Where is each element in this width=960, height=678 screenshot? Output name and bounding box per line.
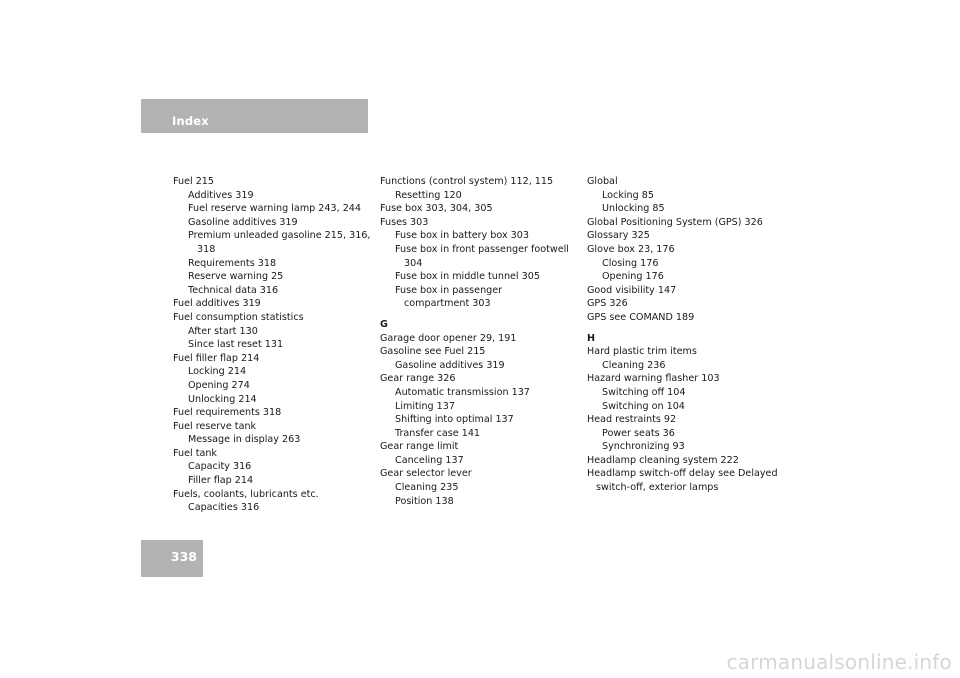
- index-entry: Gear range 326: [380, 373, 456, 385]
- index-entry: 304: [404, 257, 423, 269]
- index-entry: Headlamp switch-off delay see Delayed: [587, 468, 778, 480]
- index-entry: Power seats 36: [602, 427, 675, 439]
- index-entry: Fuse box in front passenger footwell: [395, 243, 569, 255]
- index-entry: Hard plastic trim items: [587, 346, 697, 358]
- index-entry: switch-off, exterior lamps: [596, 482, 719, 494]
- index-entry: 318: [197, 243, 216, 255]
- index-entry: Shifting into optimal 137: [395, 414, 514, 426]
- index-entry: Additives 319: [188, 189, 254, 201]
- index-entry: Fuse box in battery box 303: [395, 230, 529, 242]
- index-entry: Switching off 104: [602, 386, 686, 398]
- index-entry: Fuel consumption statistics: [173, 311, 304, 323]
- index-entry: Gasoline additives 319: [188, 216, 298, 228]
- index-entry: Fuel filler flap 214: [173, 352, 260, 364]
- index-entry: Fuel reserve tank: [173, 420, 257, 432]
- index-entry: Fuse box in passenger: [395, 284, 503, 296]
- index-entry: Premium unleaded gasoline 215, 316,: [188, 230, 371, 242]
- index-entry: Hazard warning flasher 103: [587, 373, 720, 385]
- page-number: 338: [170, 549, 197, 564]
- index-entry: Synchronizing 93: [602, 441, 685, 453]
- index-entry: Since last reset 131: [188, 339, 284, 351]
- index-entry: Automatic transmission 137: [395, 386, 530, 398]
- index-entry: Unlocking 85: [602, 203, 665, 215]
- index-entry: Transfer case 141: [395, 427, 481, 439]
- index-entry: Gasoline additives 319: [395, 359, 505, 371]
- index-entry: Head restraints 92: [587, 414, 677, 426]
- watermark-text: carmanualsonline.info: [726, 650, 952, 674]
- index-entry: Fuel 215: [173, 176, 215, 187]
- index-entry: Message in display 263: [188, 434, 301, 446]
- index-entry: Resetting 120: [395, 189, 462, 201]
- index-entry: Reserve warning 25: [188, 271, 284, 283]
- index-entry: Global: [587, 176, 618, 187]
- index-entry: Cleaning 236: [602, 359, 666, 371]
- index-entry: GPS see COMAND 189: [587, 311, 695, 323]
- index-entry: Canceling 137: [395, 454, 464, 466]
- page-number-band: [141, 540, 203, 577]
- index-entry: Functions (control system) 112, 115: [380, 176, 554, 187]
- index-entry: Position 138: [395, 495, 454, 507]
- index-entry: Requirements 318: [188, 257, 277, 269]
- index-entry: Locking 214: [188, 366, 247, 378]
- index-entry: Fuses 303: [380, 216, 429, 228]
- index-entry: Gasoline see Fuel 215: [380, 346, 486, 358]
- index-entry: Unlocking 214: [188, 393, 257, 405]
- index-entry: Fuel additives 319: [173, 298, 261, 310]
- index-entry: After start 130: [188, 325, 258, 337]
- index-entry: Gear selector lever: [380, 468, 472, 480]
- index-entry: Switching on 104: [602, 400, 685, 412]
- index-entry: Gear range limit: [380, 441, 459, 453]
- index-entry: Filler flap 214: [188, 475, 254, 487]
- index-entry: compartment 303: [404, 298, 491, 310]
- index-entry: Fuel reserve warning lamp 243, 244: [188, 203, 362, 215]
- index-entry: Technical data 316: [188, 284, 279, 296]
- index-entry: Opening 176: [602, 271, 664, 283]
- index-entry: Fuse box in middle tunnel 305: [395, 271, 540, 283]
- index-letter-heading: H: [587, 332, 596, 344]
- index-entry: Headlamp cleaning system 222: [587, 454, 739, 466]
- index-entry: Closing 176: [602, 257, 659, 269]
- index-entry: Fuel tank: [173, 447, 217, 459]
- index-entry: Glossary 325: [587, 230, 650, 242]
- index-letter-heading: G: [380, 318, 388, 330]
- header-band: [141, 99, 368, 133]
- index-entry: Capacities 316: [188, 502, 260, 514]
- index-entry: Fuel requirements 318: [173, 407, 282, 419]
- index-entry: Limiting 137: [395, 400, 455, 412]
- index-entry: GPS 326: [587, 298, 628, 310]
- section-title: Index: [172, 114, 209, 128]
- index-entry: Global Positioning System (GPS) 326: [587, 216, 763, 228]
- index-column-2: [380, 175, 580, 508]
- index-column-1: [173, 175, 373, 515]
- index-entry: Cleaning 235: [395, 482, 459, 494]
- index-entry: Capacity 316: [188, 461, 252, 473]
- index-entry: Good visibility 147: [587, 284, 677, 296]
- index-column-3: [587, 175, 787, 495]
- index-entry: Locking 85: [602, 189, 654, 201]
- index-entry: Garage door opener 29, 191: [380, 332, 517, 344]
- index-entry: Fuels, coolants, lubricants etc.: [173, 488, 319, 500]
- index-entry: Glove box 23, 176: [587, 243, 675, 255]
- index-entry: Fuse box 303, 304, 305: [380, 203, 493, 215]
- index-entry: Opening 274: [188, 379, 250, 391]
